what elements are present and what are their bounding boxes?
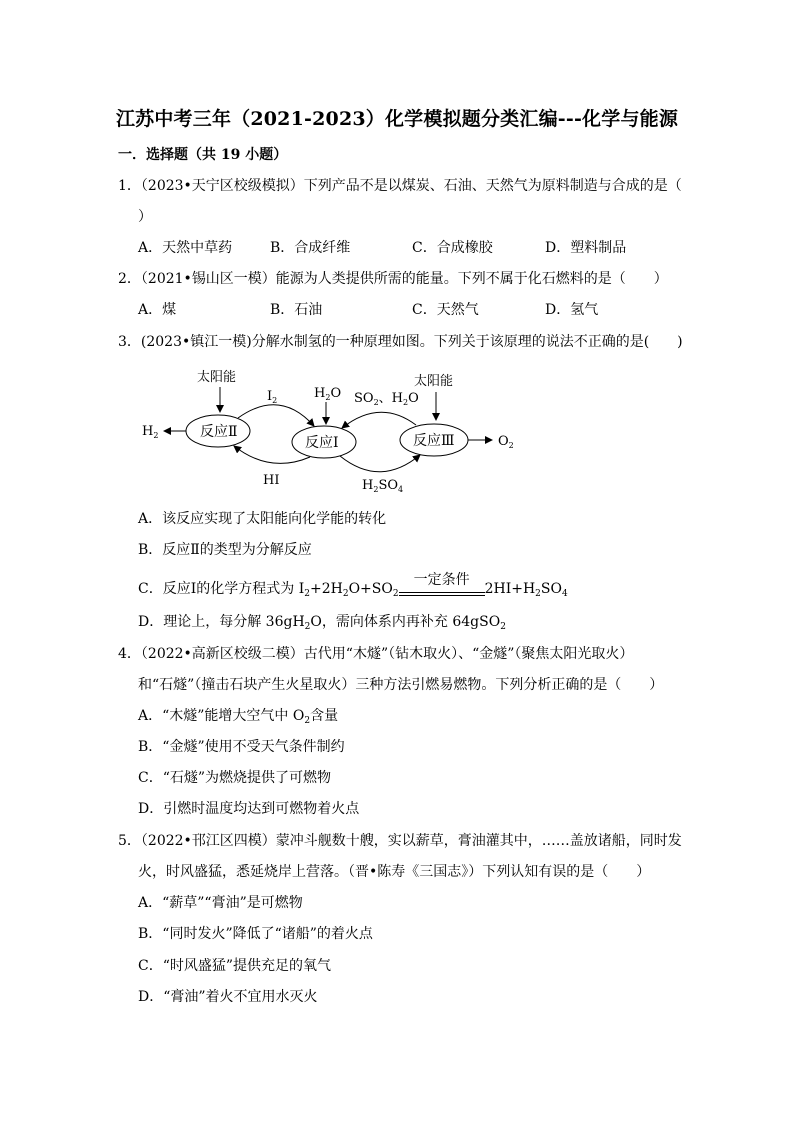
hi-label: HI [263, 473, 280, 488]
q3-option-d: D．理论上，每分解 $36gH_2O$，需向体系内再补充 64gSO$_2$ [138, 614, 506, 632]
q4-option-d: D．引燃时温度均达到可燃物着火点 [138, 801, 360, 817]
q5-option-a: A．“薪草”“膏油”是可燃物 [138, 895, 303, 911]
q1-stem-line2: ） [138, 209, 152, 225]
q4-stem-line2: 和“石燧”（撞击石块产生火星取火）三种方法引燃易燃物。下列分析正确的是（ ） [138, 677, 664, 693]
q2-option-b: B．石油 [270, 302, 323, 318]
q5-option-c: C．“时风盛猛”提供充足的氧气 [138, 958, 332, 974]
i2-arrow [238, 405, 314, 426]
q4-option-b: B．“金燧”使用不受天气条件制约 [138, 739, 345, 755]
so2-h2o-arrow [342, 412, 416, 428]
q1-option-a: A．天然中草药 [138, 240, 233, 256]
h2so4-arrow [340, 455, 420, 472]
q4-option-c: C．“石燧”为燃烧提供了可燃物 [138, 770, 332, 786]
q3-stem: 3．(2023•镇江一模)分解水制氢的一种原理如图。下列关于该原理的说法不正确的是( ) [118, 334, 683, 350]
reaction1-label: 反应Ⅰ [305, 435, 339, 451]
reaction2-label: 反应Ⅱ [200, 424, 238, 440]
q4-option-a: A．“木燧”能增大空气中 $O_2$含量 [138, 708, 339, 726]
section-heading: 一．选择题（共 19 小题） [118, 147, 288, 163]
h2o-input-label: $H_2O$ [314, 386, 342, 402]
q4-stem-line1: 4．（2022•高新区校级二模）古代用“木燧”（钻木取火）、“金燧”（聚焦太阳光取火） [118, 646, 634, 662]
h2-output-label: $H_2$ [142, 424, 159, 440]
water-splitting-diagram [130, 362, 530, 502]
solar-label-right: 太阳能 [414, 374, 454, 389]
q3-option-a: A．该反应实现了太阳能向化学能的转化 [138, 511, 387, 527]
o2-output-label: $O_2$ [498, 434, 514, 450]
q5-option-d: D．“膏油”着火不宜用水灭火 [138, 989, 318, 1005]
q5-stem-line2: 火，时风盛猛，悉延烧岸上营落。（晋•陈寿《三国志》）下列认知有误的是（ ） [138, 864, 651, 880]
h2so4-label: $H_2SO_4$ [362, 478, 404, 494]
q5-option-b: B．“同时发火”降低了“诸船”的着火点 [138, 926, 373, 942]
q5-stem-line1: 5．（2022•邗江区四模）蒙冲斗舰数十艘，实以薪草，膏油灌其中，……盖放诸船，同时发 [118, 833, 682, 849]
so2-h2o-label: $SO_2$、$H_2O$ [354, 391, 419, 407]
q1-option-d: D．塑料制品 [545, 240, 627, 256]
q3-option-b: B．反应Ⅱ的类型为分解反应 [138, 542, 312, 558]
hi-arrow [234, 446, 310, 463]
reaction-condition: 一定条件 [399, 580, 485, 598]
q1-option-b: B．合成纤维 [270, 240, 351, 256]
q2-option-d: D．氢气 [545, 302, 599, 318]
q2-option-a: A．煤 [138, 302, 177, 318]
q2-option-c: C．天然气 [412, 302, 479, 318]
q1-stem-line1: 1．（2023•天宁区校级模拟）下列产品不是以煤炭、石油、天然气为原料制造与合成的是（ [118, 178, 682, 194]
q3-option-c: C．反应Ⅰ的化学方程式为 $I_2+2H_2O+SO_2$ 一定条件 $2HI+H_2SO_4$ [138, 572, 568, 599]
reaction3-label: 反应Ⅲ [413, 433, 455, 449]
q2-stem: 2．（2021•锡山区一模）能源为人类提供所需的能量。下列不属于化石燃料的是（ ） [118, 271, 668, 287]
document-title: 江苏中考三年（2021-2023）化学模拟题分类汇编---化学与能源 [115, 108, 679, 130]
solar-label-left: 太阳能 [197, 370, 237, 385]
i2-label: $I_2$ [267, 389, 278, 405]
q1-option-c: C．合成橡胶 [412, 240, 493, 256]
